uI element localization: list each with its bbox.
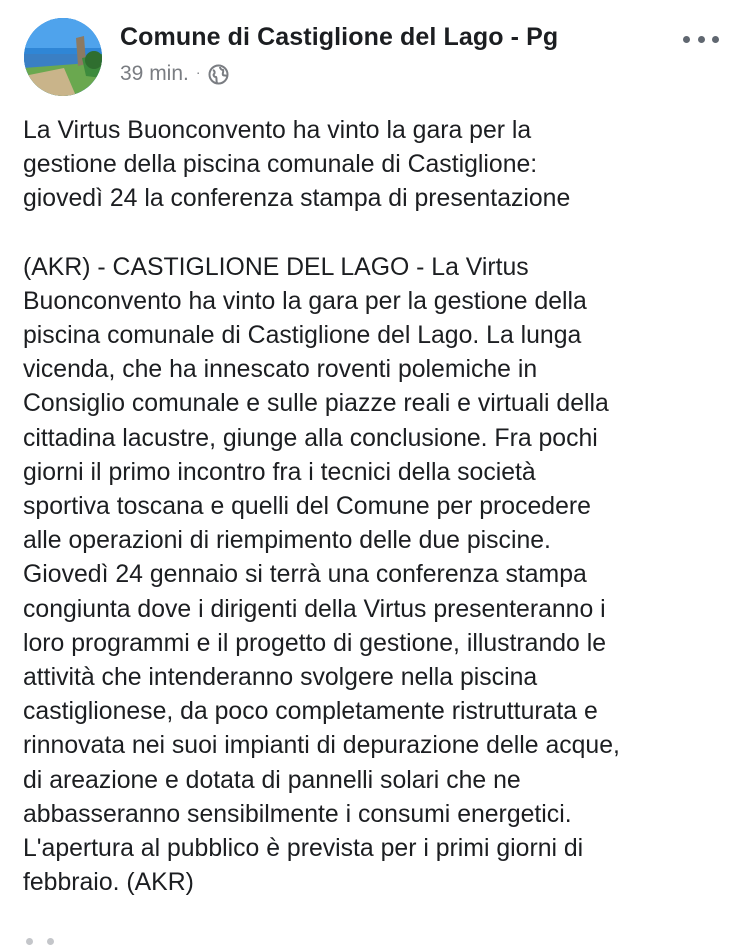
avatar-image [24,18,102,96]
meta-separator: · [195,64,201,80]
post-headline: La Virtus Buonconvento ha vinto la gara per la gestione della piscina comunale di Castiglione: giovedì 24 la conferenza stampa di presentazione [23,117,571,213]
post-body: (AKR) - CASTIGLIONE DEL LAGO - La Virtus Buonconvento ha vinto la gara per la gestione della piscina comunale di Castiglione del Lago. La lunga vicenda, che ha innescato roventi polemiche in Consiglio comunale e sulle piazze reali e virtuali della cittadina lacustre, giunge alla conclusione. Fra pochi giorni il primo incontro fra i tecnici della società sportiva toscana e quelli del Comune per procedere alle operazioni di riempimento delle due piscine. Giovedì 24 gennaio si terrà una conferenza stampa congiunta dove i dirigenti della Virtus presenteranno i loro programmi e il progetto di gestione, illustrando le attività che intenderanno svolgere nella piscina castiglionese, da poco completamente ristrutturata e rinnovata nei suoi impianti di depurazione delle acque, di areazione e dotata di pannelli solari che ne abbasseranno sensibilmente i consumi energetici. L'apertura al pubblico è prevista per i primi giorni di febbraio. (AKR) [23,253,620,897]
paragraph-gap [23,217,723,251]
page-avatar[interactable] [24,18,102,96]
more-dot [683,36,690,43]
post-timestamp[interactable]: 39 min. [120,62,189,85]
more-dot [698,36,705,43]
reaction-bar-hint [26,938,54,946]
more-dot [712,36,719,43]
post-content [23,114,723,900]
post-meta [120,62,229,86]
more-options-icon[interactable] [683,32,719,46]
post-header [24,18,723,98]
page-name[interactable]: Comune di Castiglione del Lago - Pg [120,23,559,51]
globe-icon [208,64,229,85]
